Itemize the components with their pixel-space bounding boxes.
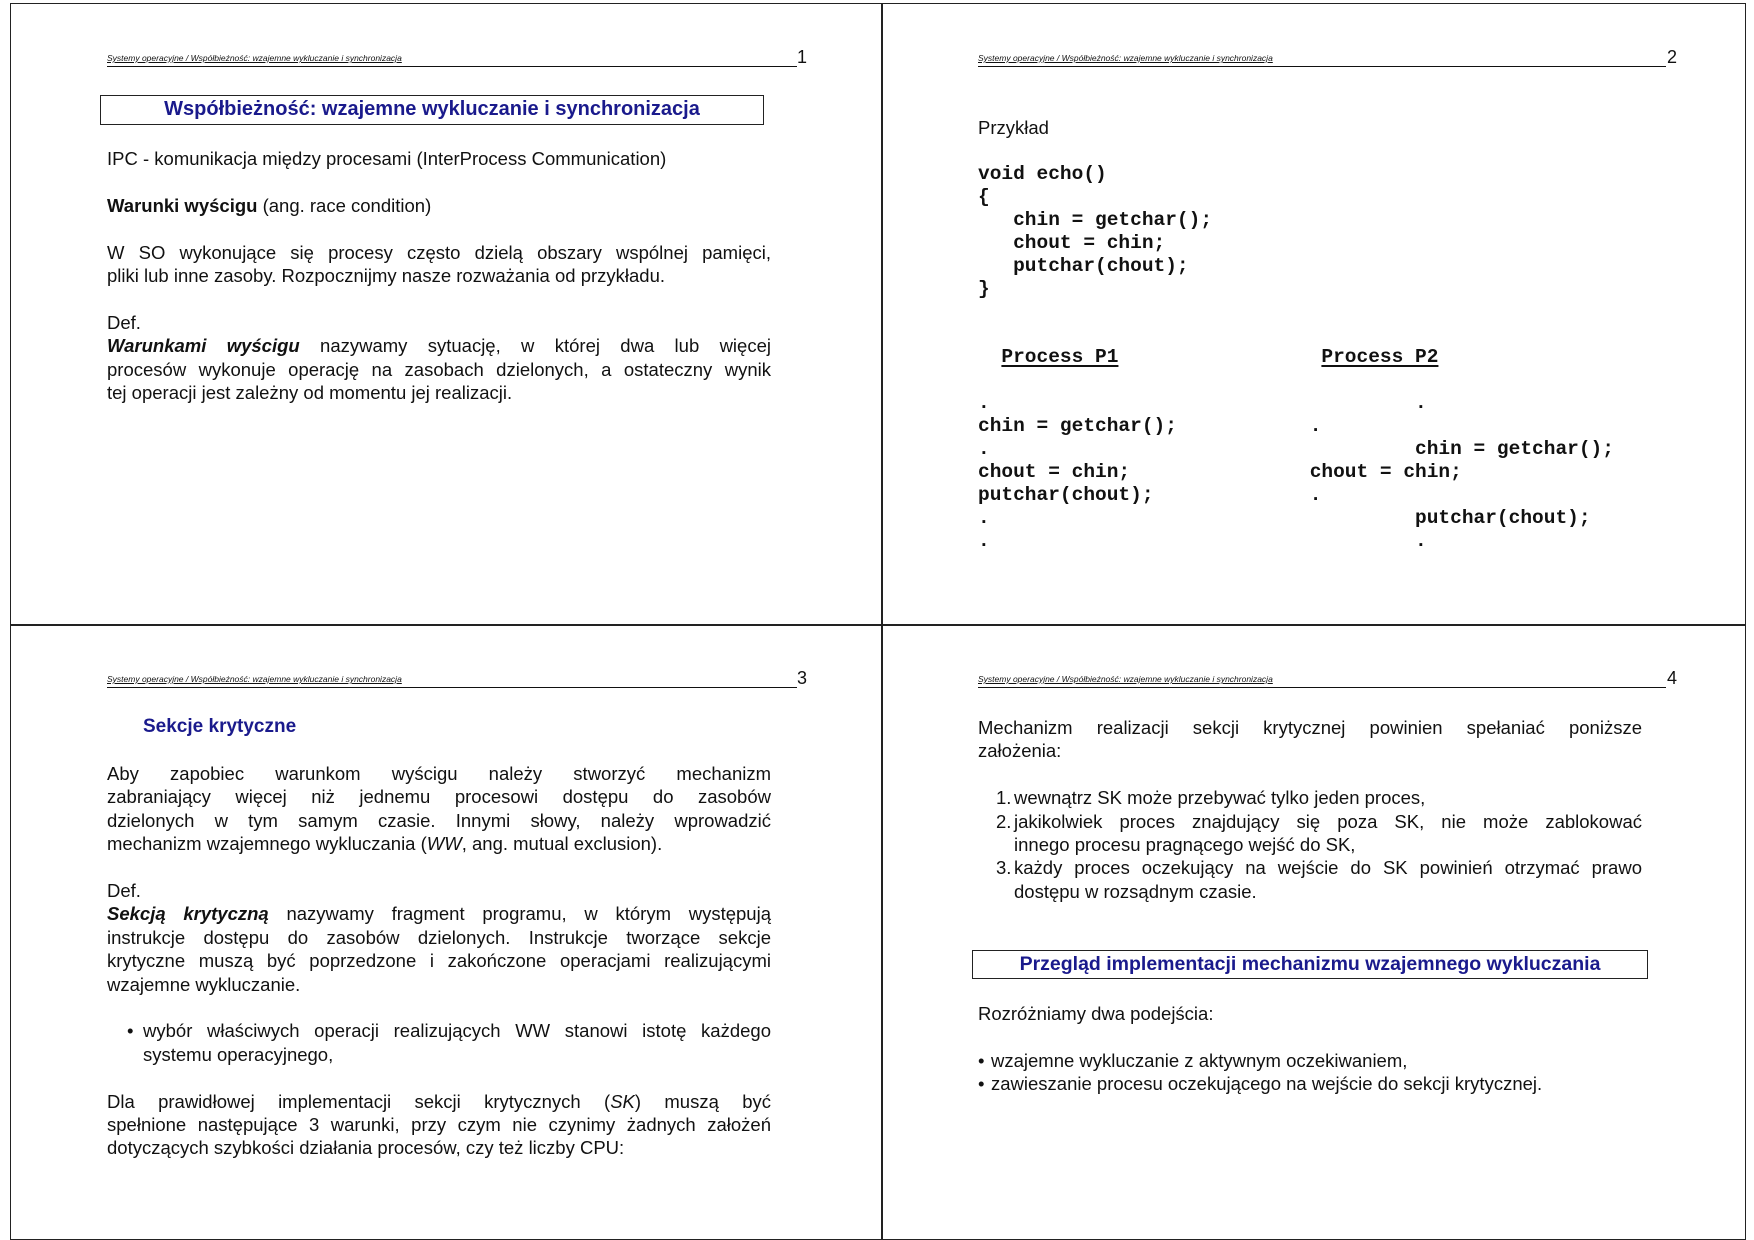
process-p1-code (978, 392, 1177, 553)
text-segment: dzielonych w tym samym czasie. Innymi słowy, należy wprowadzić (107, 809, 771, 831)
paragraph (107, 1090, 771, 1160)
text-segment: Warunki wyścigu (107, 194, 258, 216)
code-line: putchar(chout); (978, 484, 1154, 506)
text-line (107, 902, 771, 925)
text-segment: ) muszą być (634, 1090, 772, 1112)
process-p1-title: Process P1 (1001, 346, 1119, 368)
text-segment: innego procesu pragnącego wejść do SK, (1014, 834, 1356, 856)
text-segment: założenia: (978, 740, 1062, 762)
text-line (107, 334, 771, 357)
text-line (991, 1049, 1642, 1072)
text-line (1014, 786, 1642, 809)
text-segment: WW (426, 833, 462, 855)
text-line (978, 716, 1642, 739)
bullet-marker: • (978, 1049, 985, 1071)
list-number: 3. (996, 857, 1012, 879)
text-segment: jakikolwiek proces znajdujący się poza SK, nie może zablokować (1014, 810, 1642, 832)
paragraph (978, 1002, 1642, 1025)
text-segment: (ang. race condition) (257, 194, 432, 216)
text-line (107, 1136, 771, 1159)
text-segment: Def. (107, 880, 141, 902)
list (978, 786, 1642, 903)
text-segment: każdy proces oczekujący na wejście do SK powinień otrzymać prawo (1014, 857, 1642, 879)
list-item (978, 786, 1642, 809)
text-segment: Rozróżniamy dwa podejścia: (978, 1003, 1214, 1024)
list (978, 1049, 1642, 1096)
slide-header: Systemy operacyjne / Współbieżność: wzajemne wykluczanie i synchronizacja (978, 52, 1666, 67)
code-line: . (978, 392, 990, 414)
code-line: . (978, 530, 990, 552)
text-segment: procesów wykonuje operację na zasobach dzielonych, a ostateczny wynik (107, 358, 771, 380)
text-segment: spełnione następujące 3 warunki, przy czym nie czynimy żadnych założeń (107, 1114, 771, 1136)
code-line: . (1298, 392, 1427, 414)
slide-header: Systemy operacyjne / Współbieżność: wzajemne wykluczanie i synchronizacja (978, 673, 1666, 688)
code-line: chout = chin; (978, 232, 1166, 254)
paragraph (107, 879, 771, 996)
text-segment: zawieszanie procesu oczekującego na wejście do sekcji krytycznej. (991, 1073, 1543, 1095)
text-segment: Mechanizm realizacji sekcji krytycznej powinien spełaniać poniższe (978, 717, 1642, 738)
page-number: 3 (797, 668, 808, 688)
list-item (978, 810, 1642, 857)
text-line (107, 949, 771, 972)
process-p2 (1298, 323, 1614, 576)
code-line: chout = chin; (978, 461, 1131, 483)
page-number: 2 (1667, 47, 1678, 67)
text-line (107, 358, 771, 381)
code-line: } (978, 278, 990, 300)
paragraph (107, 762, 771, 856)
code-line: . (1298, 415, 1322, 437)
page-number: 4 (1667, 668, 1678, 688)
slide-title: Sekcje krytyczne (143, 716, 297, 737)
text-line (107, 785, 771, 808)
slide-4-body-2 (978, 1002, 1642, 1119)
text-segment: krytyczne muszą być poprzedzone i zakończone operacjami realizującymi (107, 950, 771, 972)
text-segment: dostępu w rozsądnym czasie. (1014, 880, 1257, 902)
text-line (143, 1043, 771, 1066)
text-line (107, 926, 771, 949)
text-line (107, 973, 771, 996)
paragraph (107, 241, 771, 288)
text-segment: SK (610, 1090, 635, 1112)
code-line: { (978, 186, 990, 208)
bullet-marker: • (127, 1020, 134, 1042)
text-segment: nazywamy sytuację, w której dwa lub więcej (299, 335, 771, 357)
text-line (1014, 833, 1642, 856)
text-segment: Warunkami wyścigu (107, 335, 300, 357)
page-number: 1 (797, 47, 808, 67)
process-p2-title: Process P2 (1321, 346, 1439, 368)
text-segment: wewnątrz SK może przebywać tylko jeden proces, (1014, 787, 1426, 809)
paragraph (107, 194, 771, 217)
text-line (107, 147, 771, 170)
process-p1 (978, 323, 1177, 576)
section-title: Przegląd implementacji mechanizmu wzajemnego wykluczania (972, 950, 1648, 979)
text-segment: zabraniający więcej niż jednemu procesowi dostępu do zasobów (107, 786, 771, 808)
text-segment: tej operacji jest zależny od momentu jej realizacji. (107, 382, 513, 404)
slide-4-body (978, 716, 1642, 927)
text-line (107, 264, 771, 287)
code-line: putchar(chout); (978, 255, 1189, 277)
text-line (143, 1019, 771, 1042)
text-line (107, 809, 771, 832)
text-segment: wzajemne wykluczanie. (107, 973, 301, 995)
text-line (978, 1002, 1642, 1025)
code-line: . (978, 507, 990, 529)
code-line: . (978, 438, 990, 460)
slide-3-body (107, 762, 771, 1183)
text-line (1014, 880, 1642, 903)
text-segment: IPC - komunikacja między procesami (InterProcess Communication) (107, 148, 667, 169)
code-echo (978, 163, 1212, 301)
text-line (107, 311, 771, 334)
list-number: 1. (996, 787, 1012, 809)
text-segment: Sekcją krytyczną (107, 903, 269, 925)
text-segment: nazywamy fragment programu, w którym występują (268, 903, 771, 925)
text-line (107, 194, 771, 217)
list (107, 1019, 771, 1066)
text-segment: pliki lub inne zasoby. Rozpocznijmy nasze rozważania od przykładu. (107, 265, 666, 286)
code-line: . (1298, 484, 1322, 506)
text-line (107, 832, 771, 855)
code-line: chout = chin; (1298, 461, 1462, 483)
code-line: chin = getchar(); (1298, 438, 1614, 460)
text-line (107, 762, 771, 785)
paragraph (107, 147, 771, 170)
list-item (978, 1072, 1642, 1095)
process-p2-code (1298, 392, 1614, 553)
code-line: chin = getchar(); (978, 415, 1177, 437)
text-segment: dotyczących szybkości działania procesów, czy też liczby CPU: (107, 1137, 625, 1159)
text-line (107, 1090, 771, 1113)
slide-1-body (107, 147, 771, 428)
text-segment: Def. (107, 311, 141, 333)
slide-title: Współbieżność: wzajemne wykluczanie i synchronizacja (100, 95, 764, 125)
list-item (107, 1019, 771, 1066)
slide-header: Systemy operacyjne / Współbieżność: wzajemne wykluczanie i synchronizacja (107, 52, 797, 67)
list-number: 2. (996, 810, 1012, 832)
text-segment: systemu operacyjnego, (143, 1043, 334, 1065)
text-line (978, 739, 1642, 762)
text-line (991, 1072, 1642, 1095)
code-line: chin = getchar(); (978, 209, 1213, 231)
code-line: . (1298, 530, 1427, 552)
text-segment: wzajemne wykluczanie z aktywnym oczekiwaniem, (991, 1049, 1408, 1071)
text-line (107, 1113, 771, 1136)
text-line (107, 381, 771, 404)
text-segment: W SO wykonujące się procesy często dzielą obszary wspólnej pamięci, (107, 241, 771, 263)
bullet-marker: • (978, 1073, 985, 1095)
text-line (107, 879, 771, 902)
text-segment: Aby zapobiec warunkom wyścigu należy stworzyć mechanizm (107, 763, 771, 784)
list-item (978, 1049, 1642, 1072)
list-item (978, 856, 1642, 903)
text-line (107, 241, 771, 264)
text-segment: mechanizm wzajemnego wykluczania ( (107, 833, 427, 855)
text-segment: Dla prawidłowej implementacji sekcji krytycznych ( (107, 1090, 611, 1112)
text-segment: instrukcje dostępu do zasobów dzielonych. Instrukcje tworzące sekcje (107, 926, 771, 948)
text-line (1014, 810, 1642, 833)
text-segment: , ang. mutual exclusion). (461, 833, 663, 855)
paragraph (107, 311, 771, 405)
paragraph (978, 716, 1642, 763)
example-label: Przykład (978, 117, 1049, 138)
slide-header: Systemy operacyjne / Współbieżność: wzajemne wykluczanie i synchronizacja (107, 673, 797, 688)
code-line: void echo() (978, 163, 1107, 185)
text-segment: wybór właściwych operacji realizujących WW stanowi istotę każdego (143, 1020, 771, 1042)
text-line (1014, 856, 1642, 879)
code-line: putchar(chout); (1298, 507, 1591, 529)
